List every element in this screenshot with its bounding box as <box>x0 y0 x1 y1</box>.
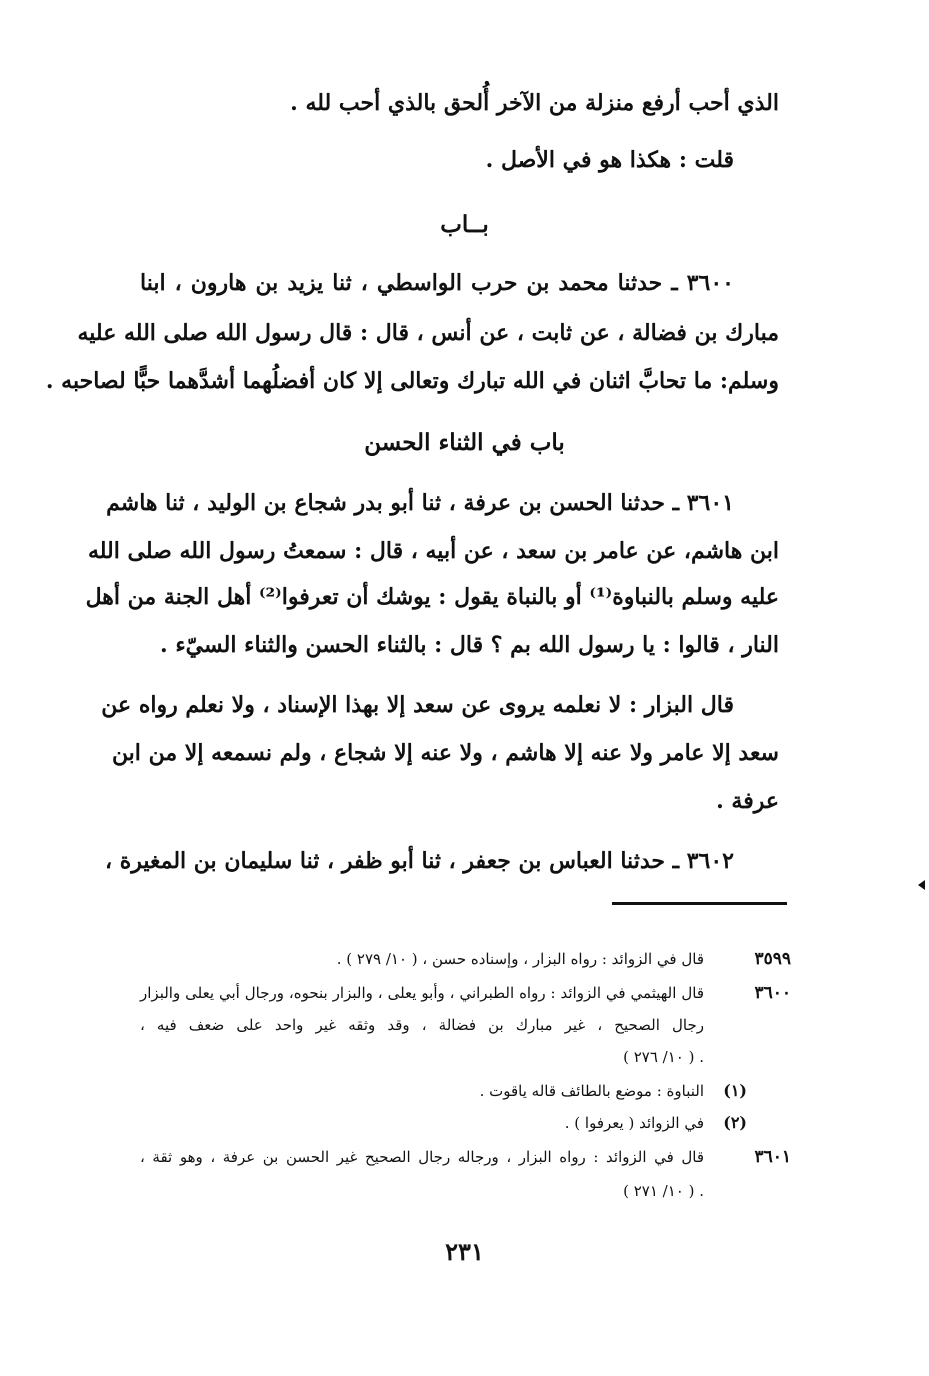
footnote-text: في الزوائد ( يعرفوا ) . <box>564 1114 704 1132</box>
footnote-marker: (١) <box>723 1081 747 1100</box>
hadith-3600-line: مبارك بن فضالة ، عن ثابت ، عن أنس ، قال : قال رسول الله صلى الله عليه <box>77 320 779 346</box>
footnote-marker: (٢) <box>723 1113 747 1132</box>
hadith-3601-line: النار ، قالوا : يا رسول الله بم ؟ قال : بالثناء الحسن والثناء السيّء . <box>160 632 779 658</box>
footnote-divider <box>612 902 787 905</box>
bazzar-line: سعد إلا عامر ولا عنه إلا هاشم ، ولا عنه إلا شجاع ، ولم نسمعه إلا من ابن <box>111 740 779 766</box>
footnote-text: قال في الزوائد : رواه البزار ، وإسناده حسن ، ( ١٠/ ٢٧٩ ) . <box>336 950 704 968</box>
body-line: الذي أحب أرفع منزلة من الآخر أُلحق بالذي أحب لله . <box>290 90 779 116</box>
footnote-number: ٣٥٩٩ <box>754 949 791 969</box>
page-number: ٢٣١ <box>445 1237 484 1266</box>
footnote-text: قال الهيثمي في الزوائد : رواه الطبراني ، وأبو يعلى ، والبزار بنحوه، ورجال أبي يعلى والبزار <box>140 984 704 1002</box>
hadith-3601-line: ٣٦٠١ ـ حدثنا الحسن بن عرفة ، ثنا أبو بدر شجاع بن الوليد ، ثنا هاشم <box>106 490 734 516</box>
section-heading: باب في الثناء الحسن <box>364 429 565 456</box>
hadith-3601-line: عليه وسلم بالنباوة⁽¹⁾ أو بالنباة يقول : يوشك أن تعرفوا⁽²⁾ أهل الجنة من أهل <box>85 584 779 610</box>
hadith-3600-line: ٣٦٠٠ ـ حدثنا محمد بن حرب الواسطي ، ثنا يزيد بن هارون ، ابنا <box>140 270 734 296</box>
footnote-text: النباوة : موضع بالطائف قاله ياقوت . <box>479 1082 704 1100</box>
footnote-number: ٣٦٠١ <box>754 1147 791 1167</box>
body-line: قلت : هكذا هو في الأصل . <box>485 147 734 173</box>
margin-arrow-icon <box>918 880 925 890</box>
footnote-text: ( ١٠/ ٢٧١ ) . <box>623 1182 704 1200</box>
hadith-3600-line: وسلم: ما تحابَّ اثنان في الله تبارك وتعالى إلا كان أفضلُهما أشدَّهما حبًّا لصاحبه . <box>45 368 779 394</box>
bazzar-line: عرفة . <box>716 788 779 814</box>
hadith-3601-line: ابن هاشم، عن عامر بن سعد ، عن أبيه ، قال : سمعتُ رسول الله صلى الله <box>87 538 779 564</box>
footnote-text: قال في الزوائد : رواه البزار ، ورجاله رجال الصحيح غير الحسن بن عرفة ، وهو ثقة ، <box>140 1148 704 1166</box>
footnote-text: ( ١٠/ ٢٧٦ ) . <box>623 1048 704 1066</box>
bazzar-line: قال البزار : لا نعلمه يروى عن سعد إلا بهذا الإسناد ، ولا نعلم رواه عن <box>101 692 734 718</box>
footnote-number: ٣٦٠٠ <box>754 983 791 1003</box>
hadith-3602-line: ٣٦٠٢ ـ حدثنا العباس بن جعفر ، ثنا أبو ظفر ، ثنا سليمان بن المغيرة ، <box>104 848 734 874</box>
section-heading: بــاب <box>440 211 489 238</box>
footnote-text: رجال الصحيح ، غير مبارك بن فضالة ، وقد وثقه غير واحد على ضعف فيه ، <box>140 1016 704 1034</box>
